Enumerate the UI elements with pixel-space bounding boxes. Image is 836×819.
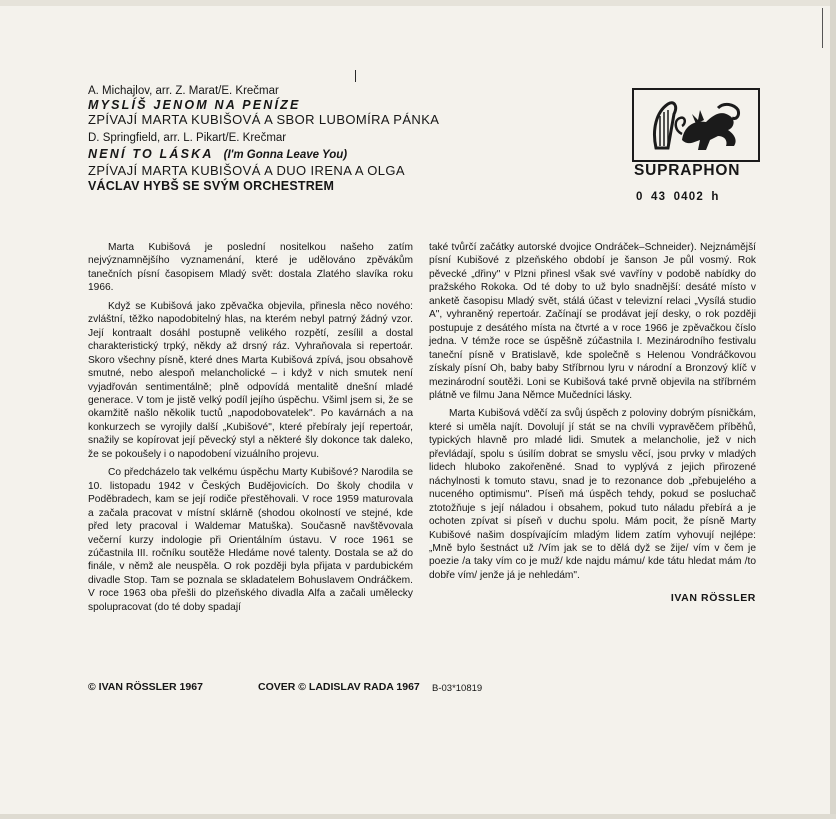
- paragraph: Když se Kubišová jako zpěvačka objevila, přinesla něco nového: zvláštní, těžko napodobitelný hlas, na kterém nebyl patrný žádný vzor. Její kontraalt dosáhl postupně velikého rozpětí, zesílil a dostal charakteristický trpký, někdy až drsný ráz. Vyhraňovala si repertoár. Skoro všechny písně, které dnes Marta Kubišová zpívá, jsou obsahově smutné, nebo alespoň melancholické – i když v nich smutek není vyjadřován sentimentálně; plně odpovídá mentalitě dnešní mladé generace. V tom je jistě velký podíl jejího úspěchu. Všiml jsem si, že se okamžitě našlo několik tuctů „napodobovatelek". Po kavárnách a na konkurzech se vyrojily další „Kubišové", které přebíraly její repertoár, snažily se kopírovat její pěvecký styl a některé šly dokonce tak daleko, že se pokoušely i o napodobení vizuálního projevu.: [88, 300, 413, 460]
- copyright-notice: © IVAN RÖSSLER 1967: [88, 681, 203, 693]
- author-signature: IVAN RÖSSLER: [670, 592, 756, 605]
- lion-harp-logo-icon: [634, 90, 758, 160]
- paragraph: také tvůrčí začátky autorské dvojice Ondráček–Schneider). Nejznámější písní Kubišové z plzeňského období je šanson Je půl vosmý. Rok pěvecké „dřiny" v Plzni přinesl však své vavříny v podobě nabídky do pražského Rokoka. Od té doby to už bylo snadnější: desáté místo v anketě časopisu Mladý svět, stálá účast v televizní relaci „Vysílá studio A", vyhraněný repertoár. Začínají se prodávat její desky, o rok později postupuje z desátého místa na čtvrté a v roce 1966 je zpěvačkou číslo jedna. V témže roce se úspěšně zúčastnila I. Mezinárodního festivalu taneční písně v Bratislavě, kde společně s Helenou Vondráčkovou získaly písní Oh, baby baby Stříbrnou lyru v národní a Bronzový klíč v mezinárodní soutěži. Loni se Kubišová také prvně objevila na stříbrném plátně ve filmu Jana Němce Mučedníci lásky.: [429, 242, 756, 401]
- sleeve-right-edge: [830, 0, 836, 819]
- track2-credit: D. Springfield, arr. L. Pikart/E. Krečmar: [88, 132, 287, 144]
- scratch-mark: [355, 70, 356, 82]
- supraphon-logo: [632, 88, 760, 162]
- track2-title: NENÍ TO LÁSKA: [88, 147, 214, 161]
- track1-title: MYSLÍŠ JENOM NA PENÍZE: [88, 98, 301, 112]
- paragraph: Marta Kubišová vděčí za svůj úspěch z poloviny dobrým písničkám, které si uměla najít. Dovolují jí stát se na chvíli vypravěčem příběhů, typických hlavně pro mladé lidi. Smutek a melancholie, jež v nich převládají, spolu s úsilím dobrat se smyslu věcí, jsou prvky v mladých lidech hluboko zakořeněné. Snad to vyplývá z jejich přirozené náchylnosti k tomuto stavu, snad je to rezonance dob „přebujelého a nuceného optimismu". Píseň má úspěch tehdy, pokud se posluchač ztotožňuje s její náladou i obsahem, pokud tuto náladu přebírá a je ochoten zpívat si píseň v duchu spolu. Mám pocit, že písně Marty Kubišové našim dospívajícím mladým lidem zatím vyhovují nejlépe: „Mně bylo šestnáct už /Vím jak se to dělá dyž se žije/ vím v čem je poezie /a taky vím co je muž/ kde najdu mámu/ kde tátu hledat mám /to dobře vím/ jenže já je nehledám".: [429, 408, 756, 581]
- track2-orchestra: VÁCLAV HYBŠ SE SVÝM ORCHESTREM: [88, 179, 335, 193]
- paragraph: Marta Kubišová je poslední nositelkou našeho zatím nejvýznamnějšího vyznamenání, které je udělováno zpěvákům tanečních písní časopisem Mladý svět: dostala Zlatého slavíka roku 1966.: [88, 242, 413, 294]
- liner-notes-right-column: [429, 241, 756, 606]
- scratch-mark: [822, 8, 823, 48]
- track2-performers: ZPÍVAJÍ MARTA KUBIŠOVÁ A DUO IRENA A OLGA: [88, 163, 405, 178]
- cover-credit: COVER © LADISLAV RADA 1967: [258, 681, 420, 693]
- track-credits: [88, 84, 588, 194]
- sleeve-bottom-edge: [0, 814, 836, 819]
- sleeve-top-edge: [0, 0, 836, 6]
- catalog-number: 0 43 0402 h: [636, 191, 720, 203]
- track2-english-title: (I'm Gonna Leave You): [223, 149, 348, 161]
- track1-credit: A. Michajlov, arr. Z. Marat/E. Krečmar: [88, 85, 279, 97]
- liner-notes-left-column: [88, 241, 413, 619]
- print-code: B-03*10819: [432, 683, 483, 694]
- track1-performers: ZPÍVAJÍ MARTA KUBIŠOVÁ A SBOR LUBOMÍRA PÁNKA: [88, 112, 440, 127]
- brand-name: SUPRAPHON: [634, 162, 741, 179]
- paragraph: Co předcházelo tak velkému úspěchu Marty Kubišové? Narodila se 10. listopadu 1942 v Českých Budějovicích. Do školy chodila v Poděbradech, kam se její rodiče přestěhovali. V roce 1959 maturovala a začala pracovat v místní sklárně (shodou okolností ve stejné, kde před lety pracoval i Waldemar Matuška). Současně navštěvovala večerní kurzy indologie při Orientálním ústavu. V roce 1961 se zúčastnila III. ročníku soutěže Hledáme nové talenty. Dostala se až do finále, v němž ale neuspěla. O rok později byla přijata v pardubickém divadle Stop. Tam se poznala se skladatelem Bohuslavem Ondráčkem. V roce 1963 oba přešli do plzeňského divadla Alfa a začali umělecky spolupracovat (do té doby spadají: [88, 467, 413, 613]
- track2-title-row: [88, 145, 588, 163]
